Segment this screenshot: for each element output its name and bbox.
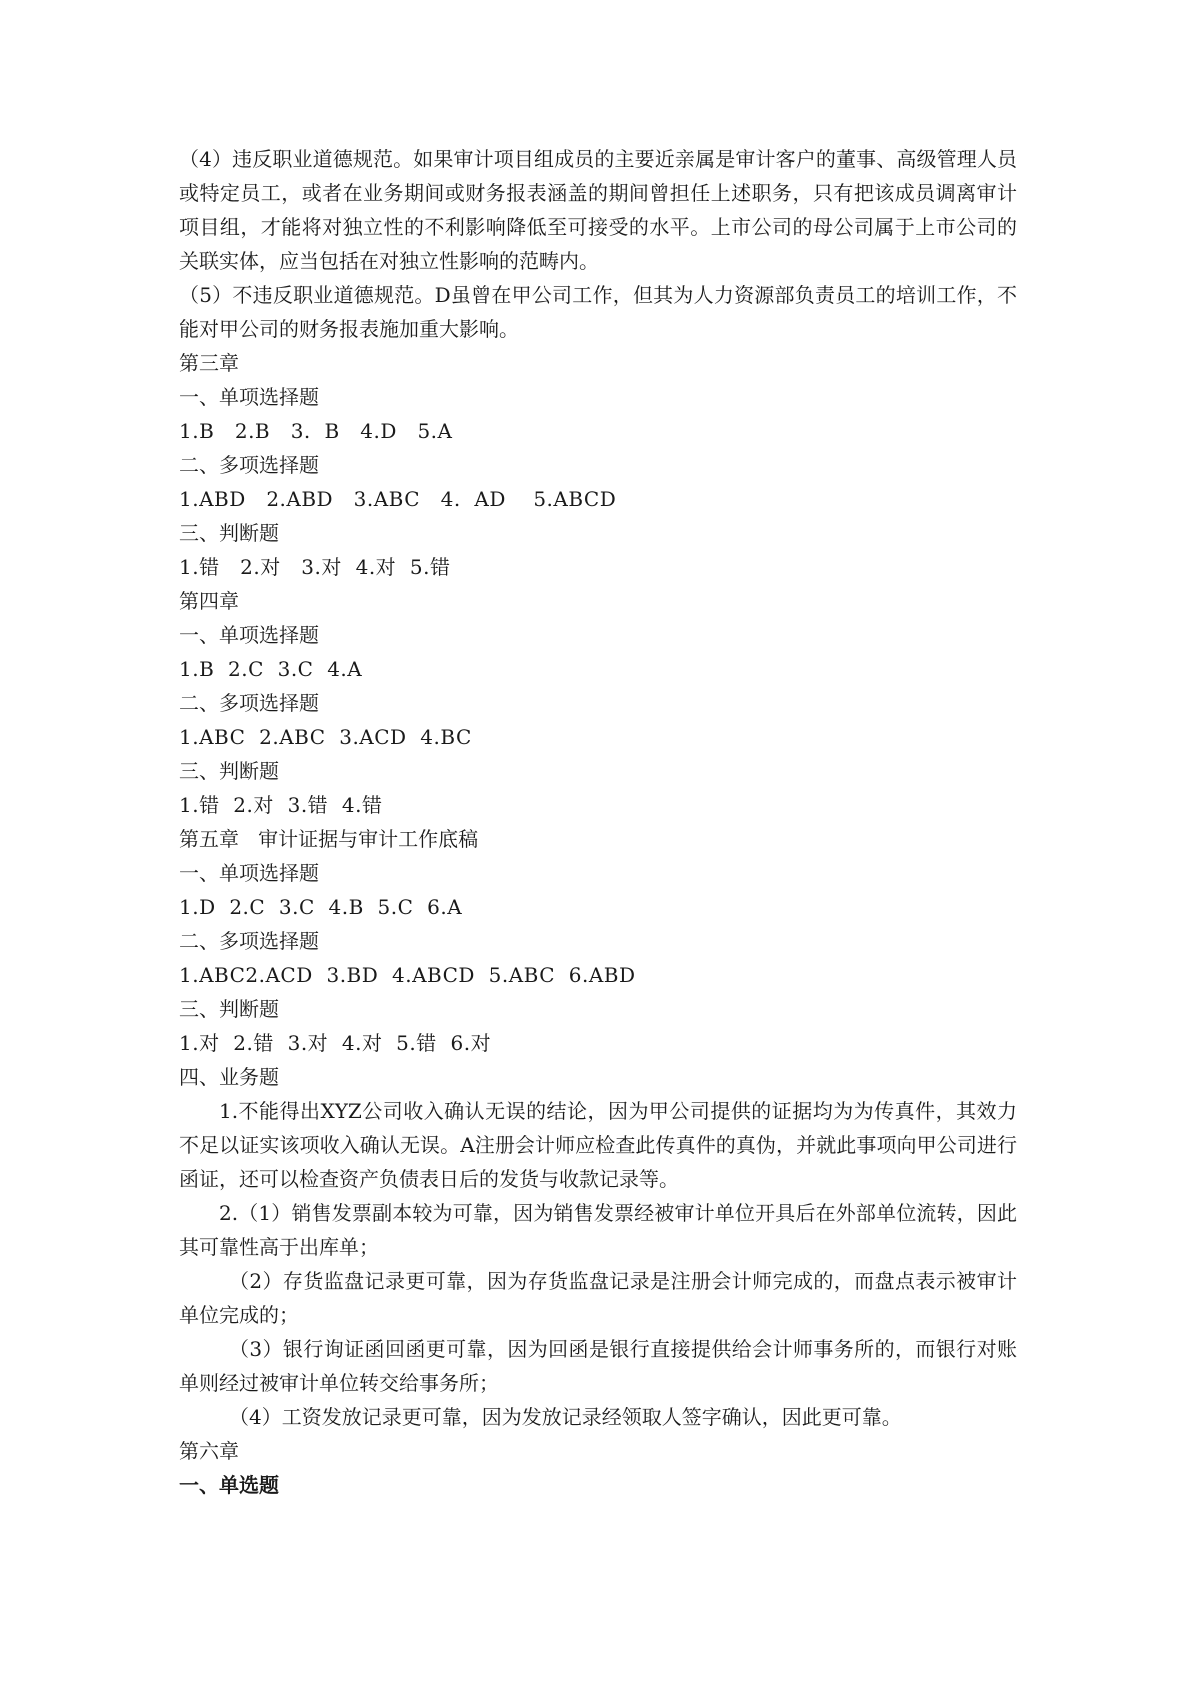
answers-true-false: 1.错 2.对 3.对 4.对 5.错 xyxy=(179,555,451,579)
section-multi-choice: 二、多项选择题 xyxy=(179,691,319,715)
answers-multi-choice: 1.ABC 2.ABC 3.ACD 4.BC xyxy=(179,725,472,749)
answers-true-false: 1.对 2.错 3.对 4.对 5.错 6.对 xyxy=(179,1031,492,1055)
section-true-false: 三、判断题 xyxy=(179,759,279,783)
case-answer-2-3: （3）银行询证函回函更可靠，因为回函是银行直接提供给会计师事务所的，而银行对账单则经过被审计单位转交给事务所； xyxy=(179,1337,1017,1395)
paragraph-item-4: （4）违反职业道德规范。如果审计项目组成员的主要近亲属是审计客户的董事、高级管理人员或特定员工，或者在业务期间或财务报表涵盖的期间曾担任上述职务，只有把该成员调离审计项目组，才能将对独立性的不利影响降低至可接受的水平。上市公司的母公司属于上市公司的关联实体，应当包括在对独立性影响的范畴内。 xyxy=(179,147,1017,273)
answers-single-choice: 1.D 2.C 3.C 4.B 5.C 6.A xyxy=(179,895,463,919)
section-multi-choice: 二、多项选择题 xyxy=(179,453,319,477)
case-answer-2-4: （4）工资发放记录更可靠，因为发放记录经领取人签字确认，因此更可靠。 xyxy=(229,1405,902,1429)
answers-true-false: 1.错 2.对 3.错 4.错 xyxy=(179,793,383,817)
document-body xyxy=(179,142,1017,1502)
chapter-3-heading: 第三章 xyxy=(179,351,239,375)
answers-multi-choice: 1.ABD 2.ABD 3.ABC 4. AD 5.ABCD xyxy=(179,487,617,511)
paragraph-item-5: （5）不违反职业道德规范。D虽曾在甲公司工作，但其为人力资源部负责员工的培训工作，不能对甲公司的财务报表施加重大影响。 xyxy=(179,283,1017,341)
answers-multi-choice: 1.ABC2.ACD 3.BD 4.ABCD 5.ABC 6.ABD xyxy=(179,963,636,987)
case-answer-2-2: （2）存货监盘记录更可靠，因为存货监盘记录是注册会计师完成的，而盘点表示被审计单位完成的； xyxy=(179,1269,1017,1327)
case-answer-2-1: 2.（1）销售发票副本较为可靠，因为销售发票经被审计单位开具后在外部单位流转，因此其可靠性高于出库单； xyxy=(179,1201,1017,1259)
section-single-choice: 一、单项选择题 xyxy=(179,623,319,647)
section-single-choice: 一、单项选择题 xyxy=(179,861,319,885)
answers-single-choice: 1.B 2.B 3. B 4.D 5.A xyxy=(179,419,453,443)
section-true-false: 三、判断题 xyxy=(179,997,279,1021)
section-single-choice: 一、单项选择题 xyxy=(179,385,319,409)
section-true-false: 三、判断题 xyxy=(179,521,279,545)
answers-single-choice: 1.B 2.C 3.C 4.A xyxy=(179,657,363,681)
section-single-choice-bold: 一、单选题 xyxy=(179,1473,279,1497)
chapter-5-heading: 第五章 审计证据与审计工作底稿 xyxy=(179,827,479,851)
section-case-questions: 四、业务题 xyxy=(179,1065,279,1089)
chapter-6-heading: 第六章 xyxy=(179,1439,239,1463)
section-multi-choice: 二、多项选择题 xyxy=(179,929,319,953)
case-answer-1: 1.不能得出XYZ公司收入确认无误的结论，因为甲公司提供的证据均为为传真件，其效力不足以证实该项收入确认无误。A注册会计师应检查此传真件的真伪，并就此事项向甲公司进行函证，还可以检查资产负债表日后的发货与收款记录等。 xyxy=(179,1099,1017,1191)
chapter-4-heading: 第四章 xyxy=(179,589,239,613)
